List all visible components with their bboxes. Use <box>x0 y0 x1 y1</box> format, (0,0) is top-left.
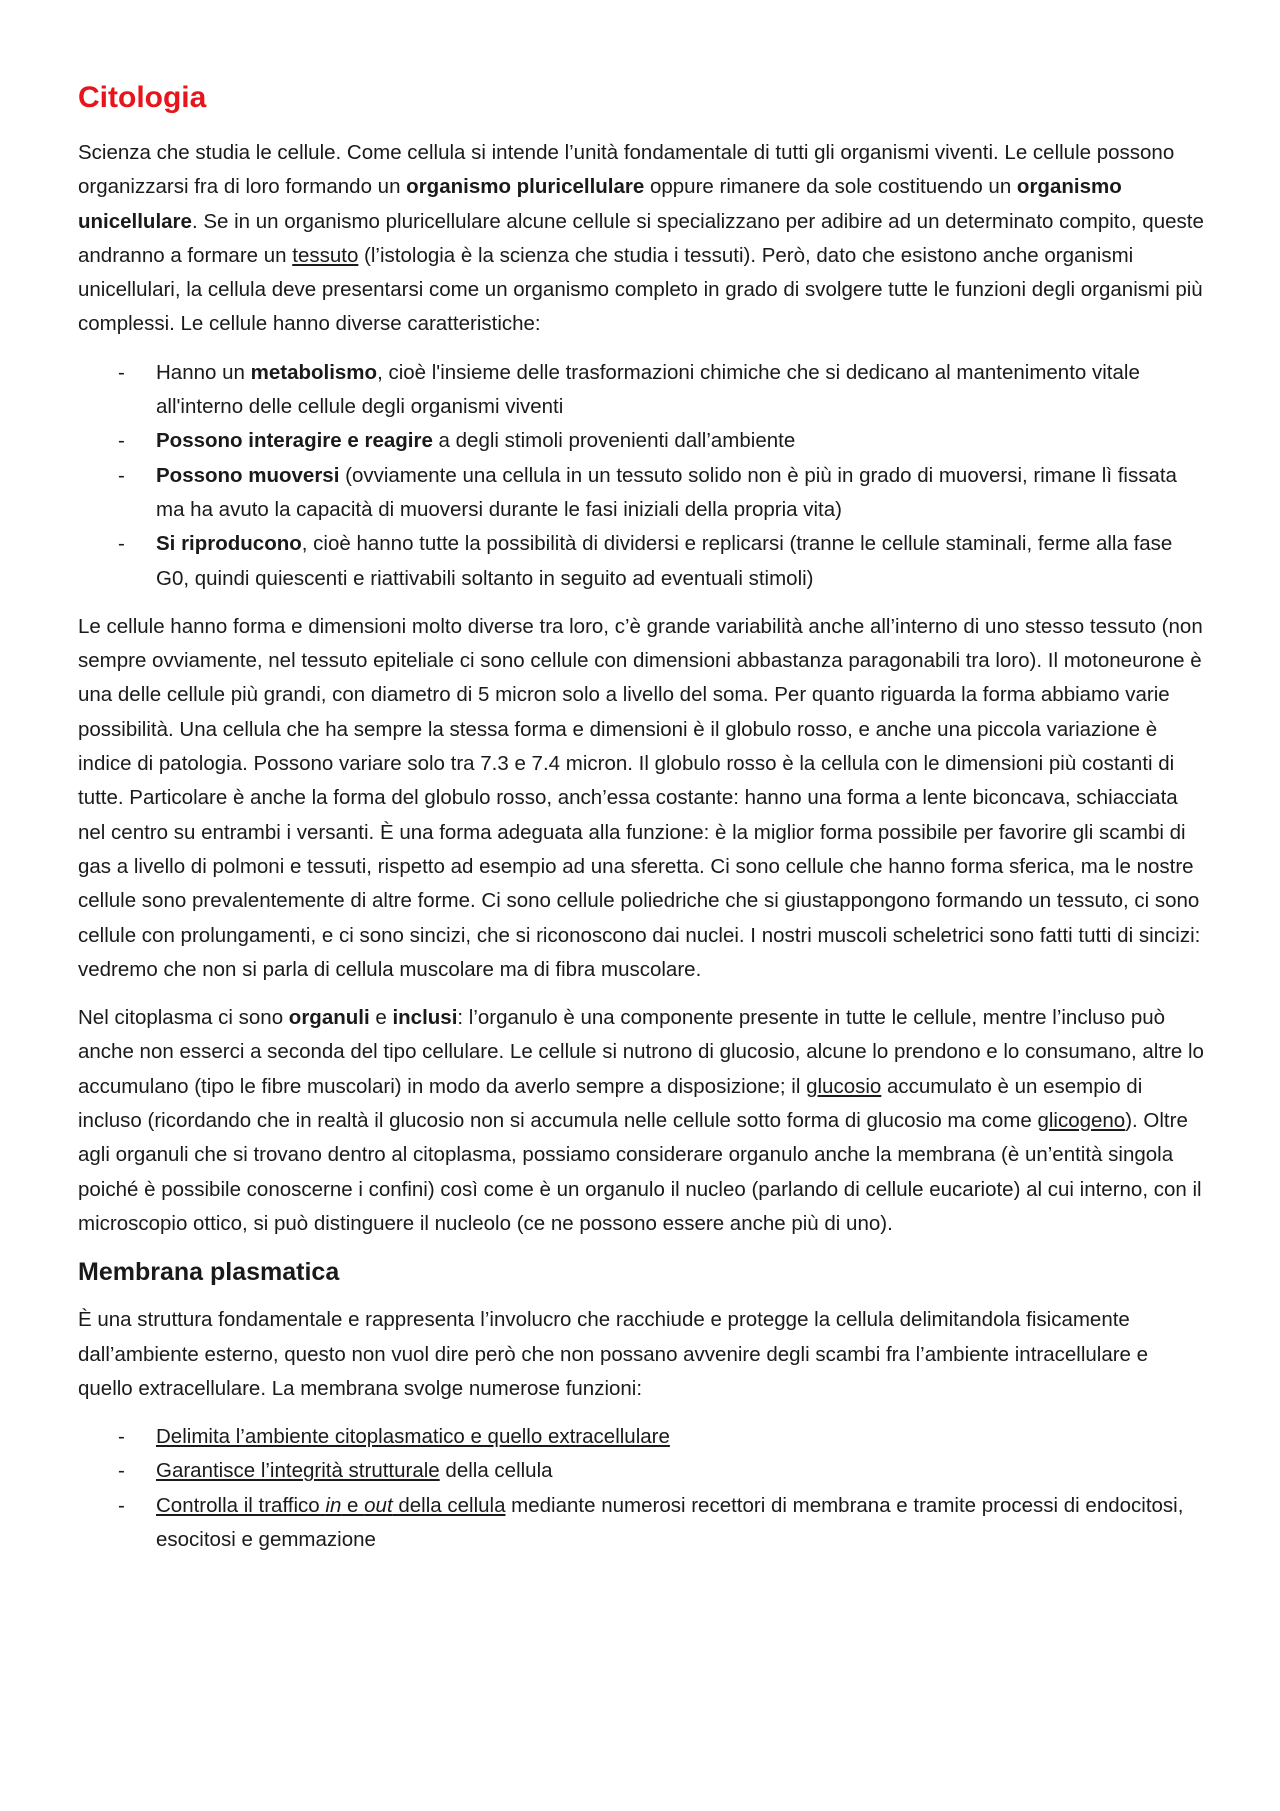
item-underlined-text: Garantisce l’integrità strutturale <box>156 1459 440 1483</box>
intro-text: Scienza che studia le cellule. Come cellula si intende l’unità fondamentale di tutti gli organismi viventi. Le cellule possono organizzarsi fra di loro formando un <box>78 141 1175 199</box>
list-item <box>156 527 1206 596</box>
item-text: Controlla il traffico <box>156 1493 326 1517</box>
body-text: Nel citoplasma ci sono <box>78 1006 289 1030</box>
item-italic-text: in <box>325 1493 342 1517</box>
item-text: , cioè hanno tutte la possibilità di dividersi e replicarsi (tranne le cellule staminali, ferme alla fase G0, quindi quiescenti e riattivabili soltanto in seguito ad eventuali stimoli) <box>156 532 1173 590</box>
features-list <box>78 356 1206 596</box>
body-text: accumulato è un esempio di incluso (ricordando che in realtà il glucosio non si accumula nelle cellule sotto forma di glucosio ma come <box>78 1074 1143 1133</box>
item-italic-text: out <box>364 1493 393 1517</box>
list-item <box>156 459 1206 528</box>
item-text: della cellula <box>392 1493 506 1517</box>
intro-text: (l’istologia è la scienza che studia i tessuti). Però, dato che esistono anche organismi unicellulari, la cellula deve presentarsi come un organismo completo in grado di svolgere tutte le funzioni degli organismi più complessi. Le cellule hanno diverse caratteristiche: <box>78 243 1203 336</box>
item-text: della cellula <box>439 1459 553 1483</box>
item-text: mediante numerosi recettori di membrana e tramite processi di endocitosi, esocitosi e gemmazione <box>156 1493 1184 1551</box>
item-text: e <box>341 1493 365 1517</box>
body-text: : l’organulo è una componente presente in tutte le cellule, mentre l’incluso può anche non esserci a seconda del tipo cellulare. Le cellule si nutrono di glucosio, alcune lo prendono e lo consumano, altre lo accumulano (tipo le fibre muscolari) in modo da averlo sempre a disposizione; il <box>78 1006 1204 1098</box>
item-underlined-text: Delimita l’ambiente citoplasmatico e quello extracellulare <box>156 1425 670 1449</box>
cytoplasm-paragraph <box>78 1001 1206 1241</box>
intro-text: oppure rimanere da sole costituendo un <box>644 175 1017 199</box>
section-heading: Membrana plasmatica <box>78 1258 340 1287</box>
term-glicogeno: glicogeno <box>1037 1109 1126 1133</box>
item-underlined-text <box>156 1494 505 1517</box>
shape-paragraph: Le cellule hanno forma e dimensioni molto diverse tra loro, c’è grande variabilità anche all’interno di uno stesso tessuto (non sempre ovviamente, nel tessuto epiteliale ci sono cellule con dimensioni abbastanza paragonabili tra loro). Il motoneurone è una delle cellule più grandi, con diametro di 5 micron solo a livello del soma. Per quanto riguarda la forma abbiamo varie possibilità. Una cellula che ha sempre la stessa forma e dimensioni è il globulo rosso, e anche una piccola variazione è indice di patologia. Possono variare solo tra 7.3 e 7.4 micron. Il globulo rosso è la cellula con le dimensioni più costanti di tutte. Particolare è anche la forma del globulo rosso, anch’essa costante: hanno una forma a lente biconcava, schiacciata nel centro su entrambi i versanti. È una forma adeguata alla funzione: è la miglior forma possibile per favorire gli scambi di gas a livello di polmoni e tessuti, rispetto ad esempio ad una sferetta. Ci sono cellule che hanno forma sferica, ma le nostre cellule sono prevalentemente di altre forme. Ci sono cellule poliedriche che si giustappongono formando un tessuto, ci sono cellule con prolungamenti, e ci sono sincizi, che si riconoscono dai nuclei. I nostri muscoli scheletrici sono fatti tutti di sincizi: vedremo che non si parla di cellula muscolare ma di fibra muscolare. <box>78 614 1203 981</box>
page-title: Citologia <box>78 81 207 114</box>
item-text: (ovviamente una cellula in un tessuto solido non è più in grado di muoversi, rimane lì fissata ma ha avuto la capacità di muoversi durante le fasi iniziali della propria vita) <box>156 463 1177 521</box>
item-text: Hanno un <box>156 360 251 384</box>
body-text: e <box>369 1006 393 1030</box>
list-item <box>156 424 1206 458</box>
body-text: ). Oltre agli organuli che si trovano dentro al citoplasma, possiamo considerare organulo anche la membrana (è un’entità singola poiché è possibile conoscerne i confini) così come è un organulo il nucleo (parlando di cellule eucariote) al cui interno, con il microscopio ottico, si può distinguere il nucleolo (ce ne possono essere anche più di uno). <box>78 1109 1202 1235</box>
list-item <box>156 356 1206 425</box>
item-text: , cioè l'insieme delle trasformazioni chimiche che si dedicano al mantenimento vitale all'interno delle cellule degli organismi viventi <box>156 360 1140 419</box>
list-item <box>156 1489 1206 1558</box>
term-organuli: organuli <box>288 1006 370 1030</box>
term-glucosio: glucosio <box>806 1074 882 1098</box>
intro-text: . Se in un organismo pluricellulare alcune cellule si specializzano per adibire ad un determinato compito, queste andranno a formare un <box>78 209 1204 267</box>
term-tessuto: tessuto <box>292 243 359 267</box>
term-organismo-unicellulare: organismo unicellulare <box>78 175 1122 233</box>
list-item <box>156 1420 1206 1454</box>
membrane-paragraph: È una struttura fondamentale e rappresenta l’involucro che racchiude e protegge la cellula delimitandola fisicamente dall’ambiente esterno, questo non vuol dire però che non possano avvenire degli scambi fra l’ambiente intracellulare e quello extracellulare. La membrana svolge numerose funzioni: <box>78 1308 1149 1400</box>
membrane-functions-list <box>78 1420 1206 1557</box>
term-inclusi: inclusi <box>392 1006 458 1030</box>
intro-paragraph <box>78 136 1206 342</box>
item-bold-term: Possono interagire e reagire <box>156 429 433 453</box>
item-bold-term: Possono muoversi <box>156 463 340 487</box>
list-item <box>156 1454 1206 1488</box>
term-organismo-pluricellulare: organismo pluricellulare <box>406 175 645 199</box>
item-bold-term: Si riproducono <box>156 532 302 556</box>
item-bold-term: metabolismo <box>250 360 378 384</box>
item-text: a degli stimoli provenienti dall’ambiente <box>432 429 796 453</box>
